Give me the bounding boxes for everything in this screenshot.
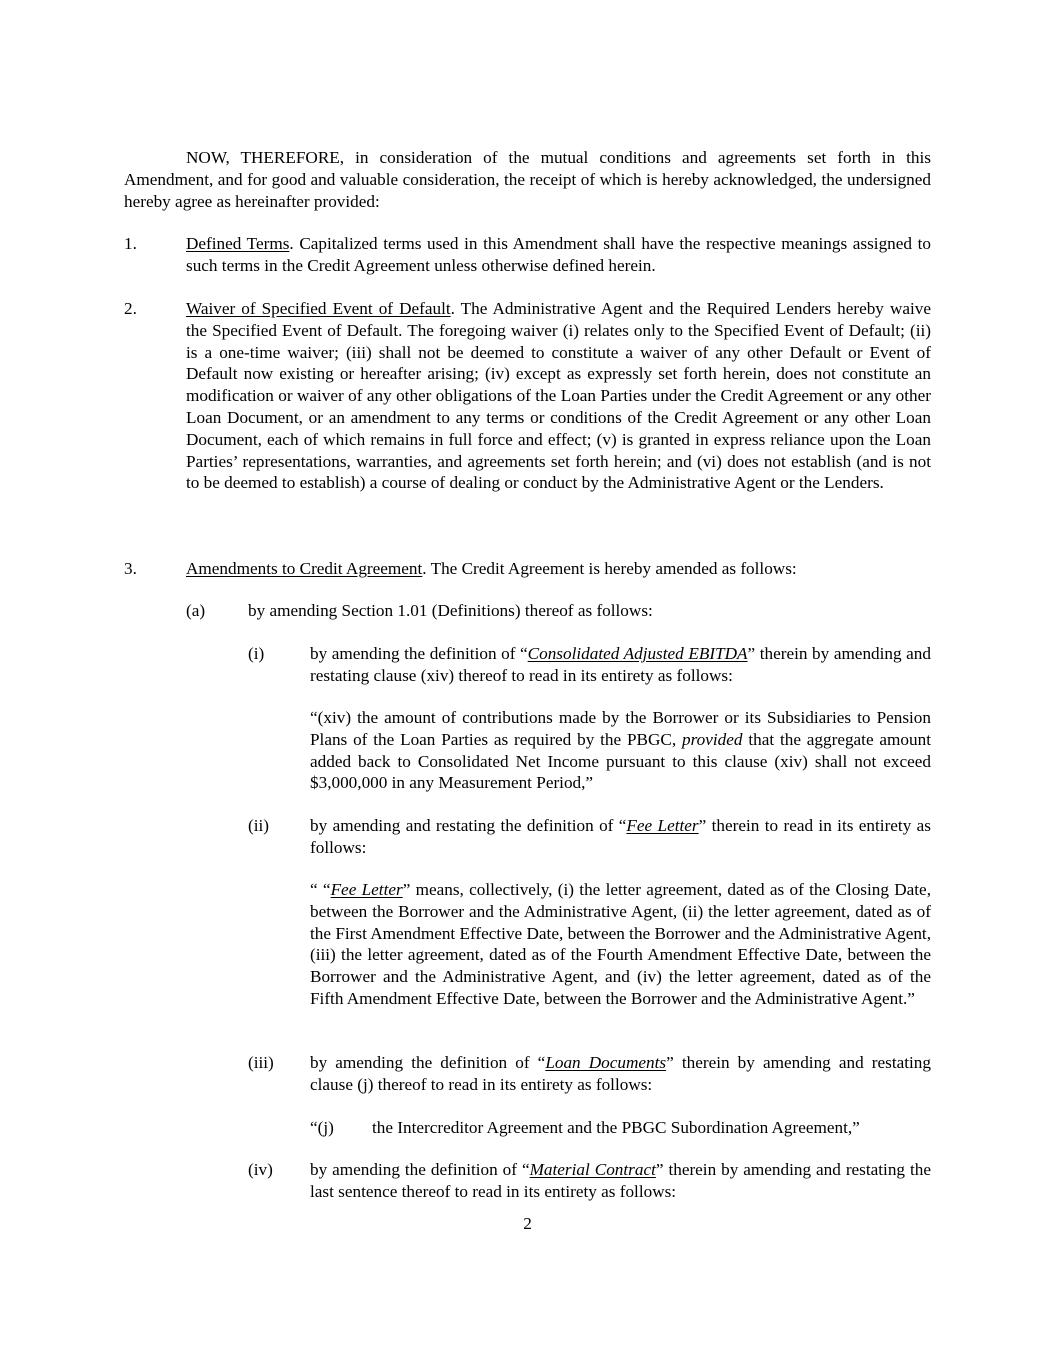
section-3-number: 3.	[124, 559, 137, 578]
clause-a-label: (a)	[186, 601, 206, 620]
item-i-label: (i)	[248, 644, 265, 663]
clause-a-text: by amending Section 1.01 (Definitions) thereof as follows:	[248, 601, 653, 620]
item-i-text: by amending the definition of “Consolidated Adjusted EBITDA” therein by amending and restating clause (xiv) thereof to read in its entirety as follows:	[310, 644, 931, 685]
section-1-number: 1.	[124, 234, 137, 253]
section-2-heading: Waiver of Specified Event of Default	[186, 299, 451, 318]
item-iii-quote-label: “(j)	[310, 1118, 334, 1137]
item-ii-quote: “ “Fee Letter” means, collectively, (i) the letter agreement, dated as of the Closing Date, between the Borrower and the Administrative Agent, (ii) the letter agreement, dated as of the First Amendment Effective Date, between the Borrower and the Administrative Agent, (iii) the letter agreement, dated as of the Fourth Amendment Effective Date, between the Borrower and the Administrative Agent, and (iv) the letter agreement, dated as of the Fifth Amendment Effective Date, between the Borrower and the Administrative Agent.”	[310, 880, 931, 1008]
section-2-body: Waiver of Specified Event of Default. The Administrative Agent and the Required Lenders hereby waive the Specified Event of Default. The foregoing waiver (i) relates only to the Specified Event of Default; (ii) is a one-time waiver; (iii) shall not be deemed to constitute a waiver of any other Default or Event of Default now existing or hereafter arising; (iv) except as expressly set forth herein, does not constitute an modification or waiver of any other obligations of the Loan Parties under the Credit Agreement or any other Loan Document, or an amendment to any terms or conditions of the Credit Agreement or any other Loan Document, each of which remains in full force and effect; (v) is granted in express reliance upon the Loan Parties’ representations, warranties, and agreements set forth herein; and (vi) does not establish (and is not to be deemed to establish) a course of dealing or conduct by the Administrative Agent or the Lenders.	[186, 299, 931, 493]
item-ii-text: by amending and restating the definition of “Fee Letter” therein to read in its entirety as follows:	[310, 816, 931, 857]
term-loan-documents: Loan Documents	[545, 1053, 667, 1072]
section-3-heading: Amendments to Credit Agreement	[186, 559, 423, 578]
page-number: 2	[523, 1214, 532, 1233]
item-i-quote: “(xiv) the amount of contributions made by the Borrower or its Subsidiaries to Pension Plans of the Loan Parties as required by the PBGC, provided that the aggregate amount added back to Consolidated Net Income pursuant to this clause (xiv) shall not exceed $3,000,000 in any Measurement Period,”	[310, 708, 931, 793]
term-consolidated-adjusted-ebitda: Consolidated Adjusted EBITDA	[527, 644, 748, 663]
item-iv-text: by amending the definition of “Material Contract” therein by amending and restating the last sentence thereof to read in its entirety as follows:	[310, 1160, 931, 1201]
section-3-body: Amendments to Credit Agreement. The Credit Agreement is hereby amended as follows:	[186, 559, 797, 578]
term-fee-letter: Fee Letter	[626, 816, 699, 835]
item-ii-label: (ii)	[248, 816, 269, 835]
preamble-paragraph: NOW, THEREFORE, in consideration of the mutual conditions and agreements set forth in this Amendment, and for good and valuable consideration, the receipt of which is hereby acknowledged, the undersigned hereby agree as hereinafter provided:	[124, 148, 931, 211]
section-1-heading: Defined Terms	[186, 234, 290, 253]
item-iii-quote-text: the Intercreditor Agreement and the PBGC Subordination Agreement,”	[372, 1118, 860, 1137]
item-iii-label: (iii)	[248, 1053, 274, 1072]
item-iii-text: by amending the definition of “Loan Documents” therein by amending and restating clause (j) thereof to read in its entirety as follows:	[310, 1053, 931, 1094]
term-material-contract: Material Contract	[529, 1160, 656, 1179]
section-1-body: Defined Terms. Capitalized terms used in this Amendment shall have the respective meanings assigned to such terms in the Credit Agreement unless otherwise defined herein.	[186, 234, 931, 275]
section-2-number: 2.	[124, 299, 137, 318]
item-iv-label: (iv)	[248, 1160, 273, 1179]
